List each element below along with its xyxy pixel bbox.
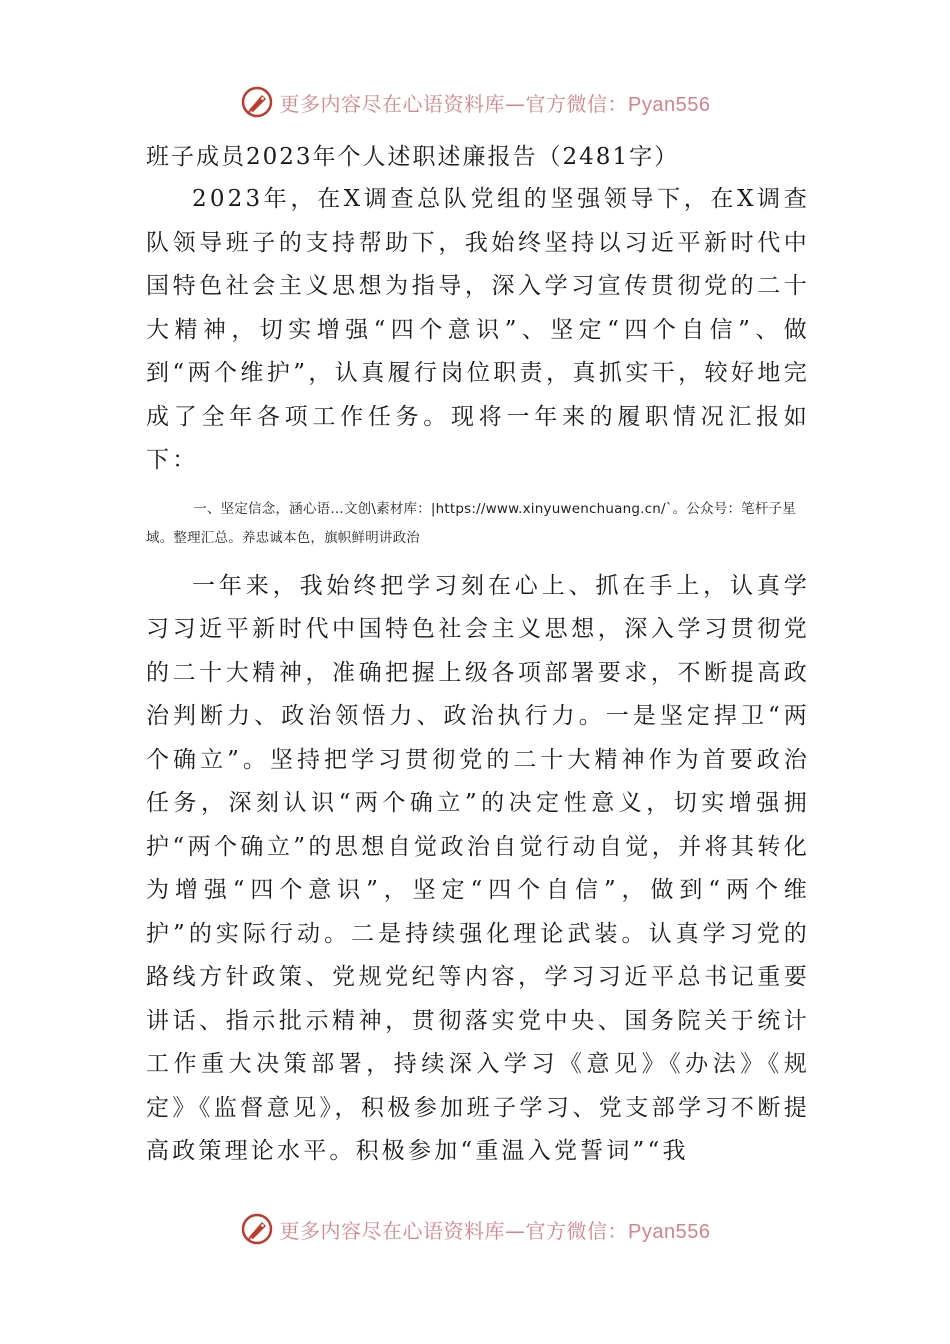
intro-paragraph: 2023年，在X调查总队党组的坚强领导下，在X调查队领导班子的支持帮助下，我始终坚持以习近平新时代中国特色社会主义思想为指导，深入学习宣传贯彻党的二十大精神，切实增强“四个意识”、坚定“四个自信”、做到“两个维护”，认真履行岗位职责，真抓实干，较好地完成了全年各项工作任务。现将一年来的履职情况汇报如下： bbox=[146, 186, 810, 473]
document-title: 班子成员2023年个人述职述廉报告（2481字） bbox=[146, 144, 680, 170]
footer-banner bbox=[0, 1209, 950, 1249]
header-banner-wechat-id: Pyan556 bbox=[628, 93, 711, 116]
footer-banner-text bbox=[280, 1215, 711, 1244]
footer-banner-wechat-id: Pyan556 bbox=[628, 1220, 711, 1243]
header-banner-text bbox=[280, 88, 711, 117]
document-body bbox=[146, 136, 810, 1174]
section-heading: 一、坚定信念，涵心语…文创\素材库：|https://www.xinyuwenchuang.cn/`。公众号：笔杆子星域。整理汇总。养忠诚本色，旗帜鲜明讲政治 bbox=[146, 500, 796, 546]
header-banner-cn: 更多内容尽在心语资料库—官方微信： bbox=[279, 91, 629, 116]
header-banner bbox=[0, 82, 950, 122]
body-paragraph: 一年来，我始终把学习刻在心上、抓在手上，认真学习习近平新时代中国特色社会主义思想，深入学习贯彻党的二十大精神，准确把握上级各项部署要求，不断提高政治判断力、政治领悟力、政治执行力。一是坚定捍卫“两个确立”。坚持把学习贯彻党的二十大精神作为首要政治任务，深刻认识“两个确立”的决定性意义，切实增强拥护“两个确立”的思想自觉政治自觉行动自觉，并将其转化为增强“四个意识”，坚定“四个自信”，做到“两个维护”的实际行动。二是持续强化理论武装。认真学习党的路线方针政策、党规党纪等内容，学习习近平总书记重要讲话、指示批示精神，贯彻落实党中央、国务院关于统计工作重大决策部署，持续深入学习《意见》《办法》《规定》《监督意见》，积极参加班子学习、党支部学习不断提高政策理论水平。积极参加“重温入党誓词”“我 bbox=[146, 572, 810, 1164]
pen-nib-logo-icon bbox=[240, 85, 274, 119]
pen-nib-logo-icon bbox=[240, 1212, 274, 1246]
footer-banner-cn: 更多内容尽在心语资料库—官方微信： bbox=[279, 1218, 629, 1243]
